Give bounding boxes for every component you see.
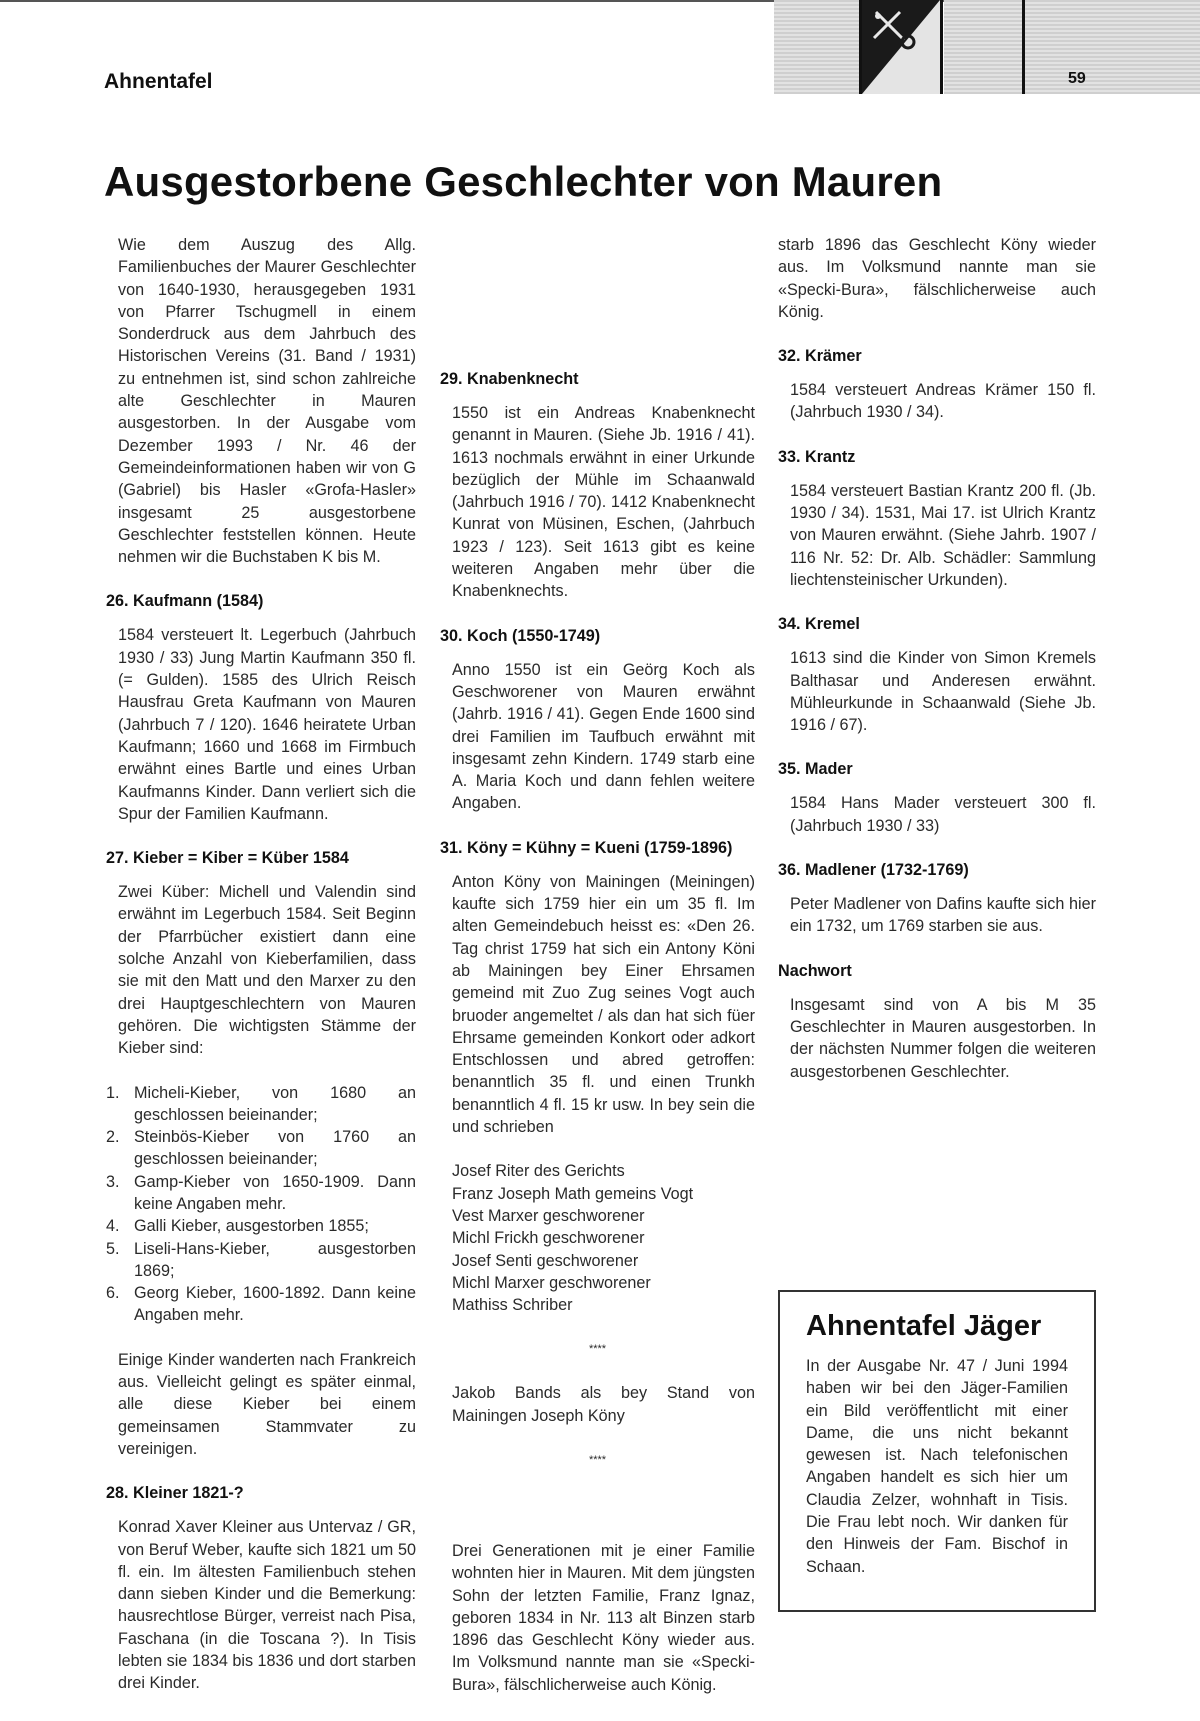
heading-krantz: 33. Krantz [778,447,856,466]
page-title: Ausgestorbene Geschlechter von Mauren [104,158,943,205]
header-bar [1025,0,1200,94]
list-item: Michl Frickh geschworener [452,1229,645,1248]
heading-koch: 30. Koch (1550-1749) [440,626,601,645]
list-item: 6. Georg Kieber, 1600-1892. Dann keine Angaben mehr. [106,1284,416,1325]
paragraph-generations: Drei Generationen mit je einer Familie wohnten hier in Mauren. Mit dem jüngsten Sohn der letzten Familie, Franz Ignaz, geboren 1834 in Nr. 113 alt Binzen starb 1896 das Geschlecht Köny wieder aus. Im Volksmund nannte man sie «Specki-Bura», fälschlicherweise auch König. [452,1542,755,1694]
header-bar [944,0,1025,94]
heading-mader: 35. Mader [778,760,853,779]
crossed-tools-icon [862,0,940,94]
separator-stars: **** [588,1453,607,1466]
list-item: Josef Riter des Gerichts [452,1162,625,1181]
paragraph-knabenknecht: 1550 ist ein Andreas Knabenknecht genannt in Mauren. (Siehe Jb. 1916 / 41). 1613 nochmals erwähnt in einer Urkunde bezüglich der Mühle im Schaanwald (Jahrbuch 1916 / 70). 1412 Knabenknecht Kunrat von Müsinen, Eschen, (Jahrbuch 1923 / 123). Seit 1613 gibt es keine weiteren Angaben mehr über die Knabenknechts. [452,404,755,601]
paragraph-madlener: Peter Madlener von Dafins kaufte sich hier ein 1732, um 1769 starben sie aus. [790,895,1096,936]
notice-box [778,1290,1096,1612]
paragraph-kraemer: 1584 versteuert Andreas Krämer 150 fl. (Jahrbuch 1930 / 34). [790,381,1096,422]
list-item: 2. Steinbös-Kieber von 1760 an geschlossen beieinander; [106,1128,416,1169]
separator-stars: **** [588,1343,607,1356]
heading-kremel: 34. Kremel [778,615,860,634]
list-item: Mathiss Schriber [452,1296,573,1315]
list-item: Josef Senti geschworener [452,1251,639,1270]
generations-part-1 [440,1540,755,1694]
list-item: 4. Galli Kieber, ausgestorben 1855; [106,1217,369,1236]
column-3 [778,234,1096,1105]
paragraph-bands: Jakob Bands als bey Stand von Mainingen Joseph Köny [452,1384,755,1425]
heading-madlener: 36. Madlener (1732-1769) [778,861,969,880]
paragraph-kaufmann: 1584 versteuert lt. Legerbuch (Jahrbuch 1930 / 33) Jung Martin Kaufmann 350 fl. (= Gulden). 1585 des Ulrich Reisch Hausfrau Greta Kaufmann von Mauren (Jahrbuch 7 / 120). 1646 heiratete Urban Kaufmann; 1660 und 1668 im Firmbuch erwähnt eines Bartle und eines Urban Kaufmanns Kinder. Dann verliert sich die Spur der Familien Kaufmann. [118,626,416,823]
heading-kraemer: 32. Krämer [778,347,862,366]
paragraph-nachwort: Insgesamt sind von A bis M 35 Geschlechter in Mauren ausgestorben. In der nächsten Nummer folgen die weiteren ausgestorbenen Geschlechter. [790,995,1096,1081]
paragraph-kremel: 1613 sind die Kinder von Simon Kremels Balthasar und Anderesen erwähnt. Mühleurkunde in Schaanwald (Siehe Jb. 1916 / 67). [790,649,1096,735]
list-item: Vest Marxer geschworener [452,1206,645,1225]
list-item: 3. Gamp-Kieber von 1650-1909. Dann keine Angaben mehr. [106,1172,416,1213]
list-item: 5. Liseli-Hans-Kieber, ausgestorben 1869; [106,1239,416,1280]
header-bars [774,0,1200,96]
column-2 [440,368,755,1493]
paragraph-koeny: Anton Köny von Mainingen (Meiningen) kaufte sich 1759 hier ein um 35 fl. Im alten Gemeindebuch heisst es: «Den 26. Tag christ 1759 hat sich ein Antony Köni ab Mainingen bey Einer Ehrsamen gemeind mit Zuo Zug seines Vogt auch bruoder angemeltet / als dan hat sich füer Ehrsame gemeinden Konkort oder adkort Entschlossen und abred getroffen: benanntlich 35 fl. und einen Trunkh benanntlich 4 fl. 15 kr usw. In bey sein die und schrieben [452,872,755,1137]
heading-nachwort: Nachwort [778,961,852,980]
notice-title: Ahnentafel Jäger [806,1310,1042,1342]
kieber-list [106,1082,416,1327]
list-item: 1. Micheli-Kieber, von 1680 an geschlossen beieinander; [106,1083,416,1124]
signatories-list [440,1160,755,1316]
paragraph-kieber-closing: Einige Kinder wanderten nach Frankreich aus. Vielleicht gelingt es später einmal, alle diese Kieber bei einem gemeinsamen Stammvater zu vereinigen. [118,1350,416,1458]
paragraph-kieber: Zwei Küber: Michell und Valendin sind erwähnt im Legerbuch 1584. Seit Beginn der Pfarrbücher existiert dann eine solche Anzahl von Kieberfamilien, dass sie mit den Matt und den Marxer zu den drei Hauptgeschlechtern von Mauren gehören. Die wichtigsten Stämme der Kieber sind: [118,883,416,1058]
paragraph-mader: 1584 Hans Mader versteuert 300 fl. (Jahrbuch 1930 / 33) [790,794,1096,835]
paragraph-krantz: 1584 versteuert Bastian Krantz 200 fl. (Jb. 1930 / 34). 1531, Mai 17. ist Ulrich Krantz von Mauren erwähnt. (Siehe Jahrb. 1907 / 116 Nr. 52: Dr. Alb. Schädler: Sammlung liechtensteinischer Urkunden). [790,481,1096,589]
heading-kaufmann: 26. Kaufmann (1584) [106,592,264,611]
heading-koeny: 31. Köny = Kühny = Kueni (1759-1896) [440,838,733,857]
page-number: 59 [1068,70,1086,87]
header-bar-emblem [862,0,943,94]
column-1 [106,234,416,1693]
paragraph-koch: Anno 1550 ist ein Geörg Koch als Geschworener von Mauren erwähnt (Jahrb. 1916 / 41). Gegen Ende 1600 sind drei Familien im Taufbuch erwähnt mit insgesamt zehn Kindern. 1749 starb eine A. Maria Koch und dann fehlen weitere Angaben. [452,660,755,813]
list-item: Michl Marxer geschworener [452,1273,651,1292]
heading-knabenknecht: 29. Knabenknecht [440,370,579,388]
header-bar [774,0,862,94]
paragraph-kleiner: Konrad Xaver Kleiner aus Untervaz / GR, von Beruf Weber, kaufte sich 1821 um 50 fl. ein. Im ältesten Familienbuch stehen dann sieben Kinder und die Bemerkung: hausrechtlose Bürger, verreist nach Pisa, Faschana (in die Toscana ?). In Tisis lebten sie 1834 bis 1836 und dort starben drei Kinder. [118,1518,416,1693]
paragraph-koeny-end: starb 1896 das Geschlecht Köny wieder aus. Im Volksmund nannte man sie «Specki-Bura», fälschlicherweise auch König. [778,236,1096,321]
notice-text: In der Ausgabe Nr. 47 / Juni 1994 haben wir bei den Jäger-Familien ein Bild veröffentlicht mit einer Dame, die uns nicht bekannt gewesen ist. Nach telefonischen Angaben handelt es sich hier um Claudia Zelzer, wohnhaft in Tisis. Die Frau lebt noch. Wir danken für den Hinweis der Fam. Bischof in Schaan. [806,1357,1068,1576]
list-item: Franz Joseph Math gemeins Vogt [452,1184,694,1203]
intro-paragraph: Wie dem Auszug des Allg. Familienbuches der Maurer Geschlechter von 1640-1930, herausgegeben 1931 von Pfarrer Tschugmell in einem Sonderdruck aus dem Jahrbuch des Historischen Vereins (31. Band / 1931) zu entnehmen ist, sind schon zahlreiche alte Geschlechter in Mauren ausgestorben. In der Ausgabe vom Dezember 1993 / Nr. 46 der Gemeindeinformationen haben wir von G (Gabriel) bis Hasler «Grofa-Hasler» insgesamt 25 ausgestorbene Geschlechter feststellen können. Heute nehmen wir die Buchstaben K bis M. [118,236,416,567]
heading-kleiner: 28. Kleiner 1821-? [106,1484,244,1503]
heading-kieber: 27. Kieber = Kiber = Küber 1584 [106,849,349,868]
section-name: Ahnentafel [104,70,213,93]
